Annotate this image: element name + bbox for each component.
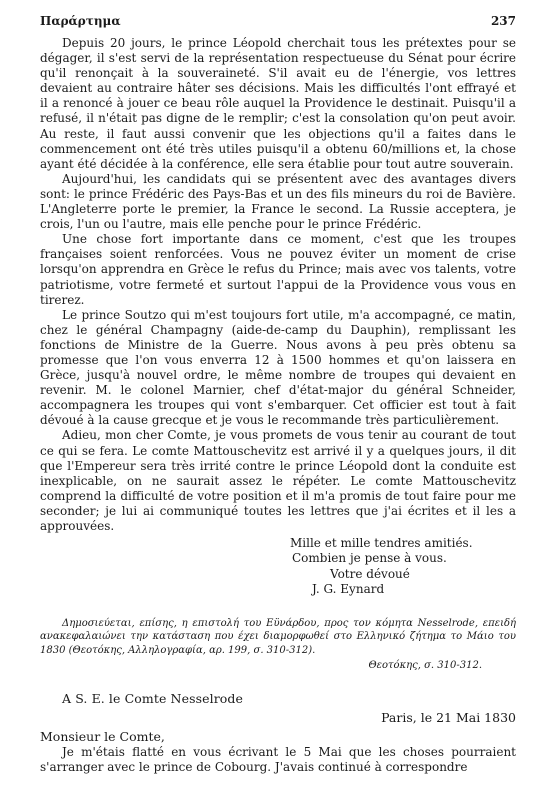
letter-closing [290,536,516,597]
addressee: A S. E. le Comte Nesselrode [62,691,244,707]
closing-line: Combien je pense à vous. [292,551,447,566]
closing-line: Mille et mille tendres amitiés. [290,536,473,551]
closing-line: Votre dévoué [330,566,410,581]
letter-eynard-nesselrode [40,691,516,774]
signature: J. G. Eynard [312,581,385,596]
paragraph: Aujourd'hui, les candidats qui se présentent avec des avantages divers sont: le prince Frédéric des Pays-Bas et un des fils mineurs du roi de Bavière. L'Angleterre porte le premier, la France le second. La Russie acceptera, je crois, l'un ou l'autre, mais elle penche pour le prince Frédéric. [40,171,516,232]
letter-eynard-capodistrias [40,36,516,534]
page-number: 237 [490,14,516,28]
paragraph: Je m'étais flatté en vous écrivant le 5 Mai que les choses pourraient s'arranger avec le prince de Cobourg. J'avais continué à correspondre [40,744,516,774]
editorial-note: Δημοσιεύεται, επίσης, η επιστολή του Εϋνάρδου, προς τον κόμητα Nesselrode, επειδή ανακεφαλαιώνει την κατάσταση που έχει διαμορφωθεί στο Ελληνικό ζήτημα το Μάιο του 1830 (Θεοτόκης, Αλληλογραφία, αρ. 199, σ. 310-312). [40,617,516,656]
paragraph: Adieu, mon cher Comte, je vous promets de vous tenir au courant de tout ce qui se fera. Le comte Mattouschevitz est arrivé il y a quelques jours, il dit que l'Empereur sera très irrité contre le prince Léopold dont la conduite est inexplicable, on ne saurait assez le répéter. Le comte Mattouschevitz comprend la difficulté de votre position et il m'a promis de tout faire pour me seconder; je lui ai communiqué toutes les lettres que j'ai écrites et il les a approuvées. [40,428,516,533]
editorial-note-source: Θεοτόκης, σ. 310-312. [368,660,482,672]
paragraph: Depuis 20 jours, le prince Léopold cherchait tous les prétextes pour se dégager, il s'est servi de la représentation respectueuse du Sénat pour écrire qu'il renonçait à la souveraineté. S'il avait eu de l'énergie, vos lettres devaient au contraire hâter ses décisions. Mais les difficultés l'ont effrayé et il a renoncé à jouer ce beau rôle auquel la Providence le destinait. Puisqu'il a refusé, il n'était pas digne de le remplir; c'est la consolation qu'on peut avoir. Au reste, il faut aussi convenir que les objections qu'il a faites dans le commencement ont été très utiles puisqu'il a obtenu 60/millions et, la chose ayant été décidée à la conférence, elle sera établie pour tout autre souverain. [40,36,516,171]
dateline: Paris, le 21 Mai 1830 [381,710,516,726]
running-title: Παράρτημα [40,14,121,28]
page-body [40,36,516,775]
running-header [40,14,516,28]
paragraph: Une chose fort importante dans ce moment, c'est que les troupes françaises soient renforcées. Vous ne pouvez éviter un moment de crise lorsqu'on apprendra en Grèce le refus du Prince; mais avec vos talents, votre patriotisme, votre fermeté et surtout l'appui de la Providence vous vous en tirerez. [40,232,516,307]
salutation: Monsieur le Comte, [40,729,165,745]
paragraph: Le prince Soutzo qui m'est toujours fort utile, m'a accompagné, ce matin, chez le général Champagny (aide-de-camp du Dauphin), remplissant les fonctions de Ministre de la Guerre. Nous avons à peu près obtenu sa promesse que l'on vous enverra 12 à 1500 hommes et qu'on laissera en Grèce, jusqu'à nouvel ordre, le même nombre de troupes qui devaient en revenir. M. le colonel Marnier, chef d'état-major du général Schneider, accompagnera les troupes qui vont s'embarquer. Cet officier est tout à fait dévoué à la cause grecque et je vous le recommande très particulièrement. [40,307,516,428]
